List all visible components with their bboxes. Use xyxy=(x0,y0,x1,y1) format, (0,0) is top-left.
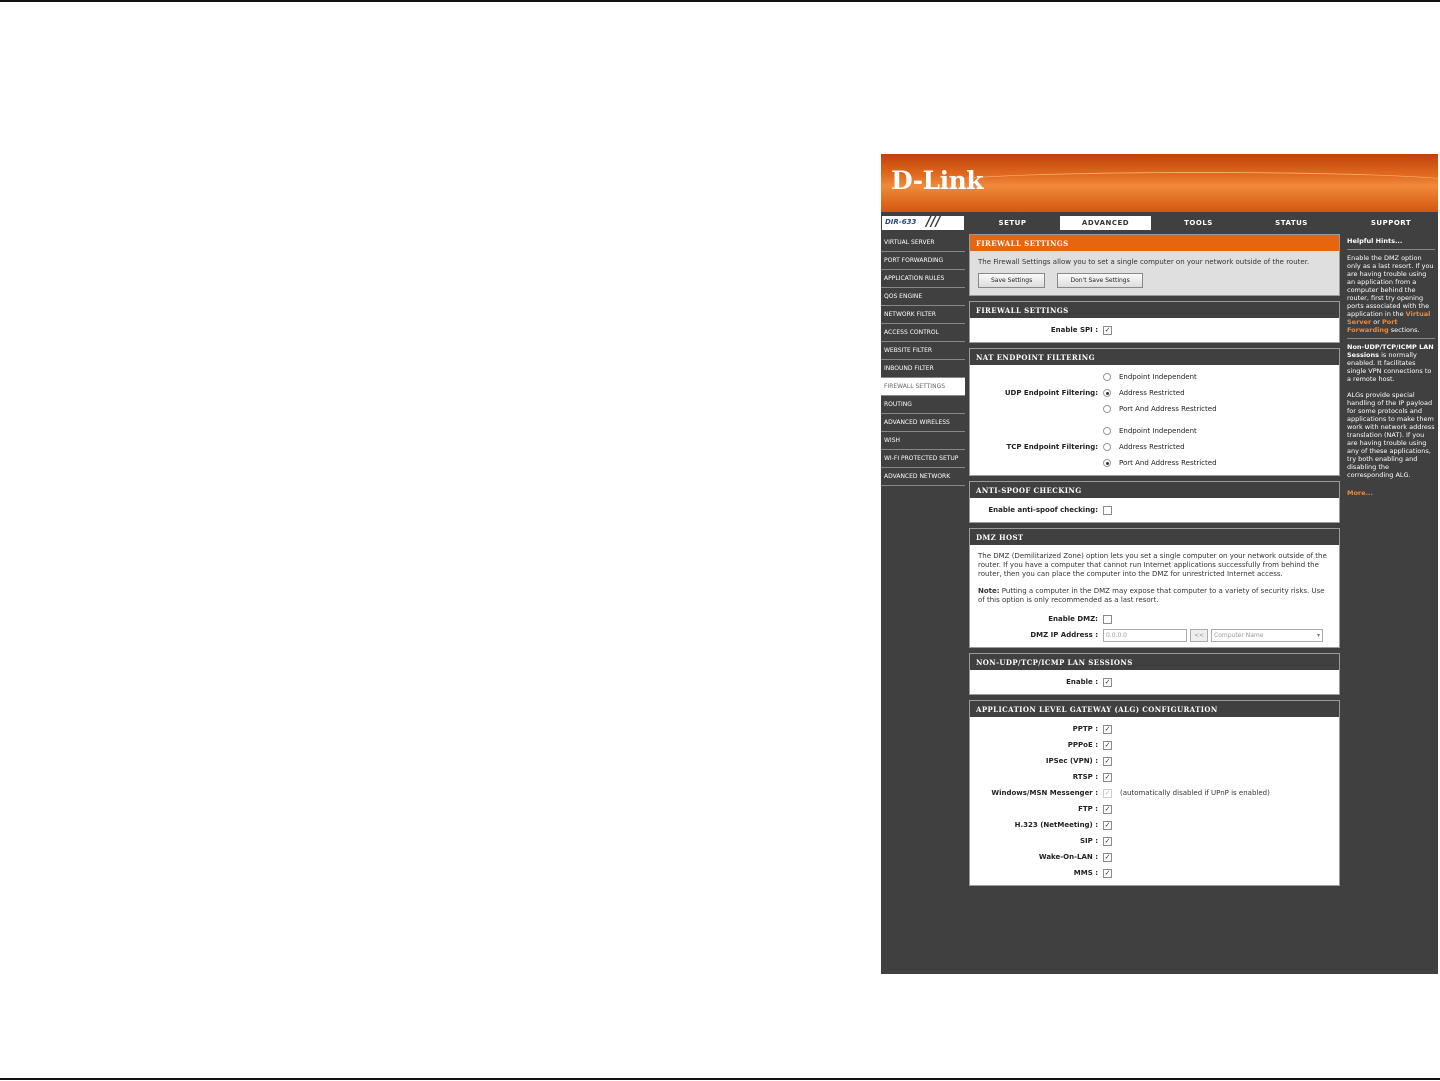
alg-label-ipsec: IPSec (VPN) : xyxy=(1045,757,1098,765)
tab-status[interactable]: STATUS xyxy=(1246,216,1337,230)
firewall-title: FIREWALL SETTINGS xyxy=(970,302,1339,318)
alg-label-sip: SIP : xyxy=(1079,837,1098,845)
alg-title: APPLICATION LEVEL GATEWAY (ALG) CONFIGURATION xyxy=(970,701,1339,717)
tab-support[interactable]: SUPPORT xyxy=(1344,216,1438,230)
main-content xyxy=(969,234,1340,891)
alg-section xyxy=(969,700,1340,886)
tcp-option-label: Endpoint Independent xyxy=(1119,427,1197,435)
sidebar-item-virtual-server[interactable]: VIRTUAL SERVER xyxy=(881,234,965,252)
help-dmz-text: Enable the DMZ option only as a last resort. If you are having trouble using an application from a computer behind the router, first try opening ports associated with the application in the xyxy=(1347,254,1434,318)
tcp-radio-port-address-restricted[interactable] xyxy=(1103,459,1111,467)
tab-tools[interactable]: TOOLS xyxy=(1153,216,1244,230)
top-rule xyxy=(0,0,1440,2)
udp-option-label: Port And Address Restricted xyxy=(1119,405,1217,413)
tab-setup[interactable]: SETUP xyxy=(967,216,1058,230)
alg-checkbox-msn[interactable]: ✓ xyxy=(1104,788,1111,797)
help-or-text: or xyxy=(1373,318,1380,326)
tcp-filter-label: TCP Endpoint Filtering: xyxy=(1006,443,1098,451)
dmz-title: DMZ HOST xyxy=(970,529,1339,545)
dmz-note-label: Note: xyxy=(978,587,1000,595)
model-badge xyxy=(882,216,964,230)
udp-option-label: Address Restricted xyxy=(1119,389,1185,397)
help-paragraph-dmz xyxy=(1347,254,1435,334)
dmz-note-text: Putting a computer in the DMZ may expose that computer to a variety of security risks. Use of this option is only recommended as a last resort. xyxy=(978,587,1325,604)
help-lan-text: is normally enabled. It facilitates single VPN connections to a remote host. xyxy=(1347,351,1432,383)
slash-icon: /// xyxy=(926,215,941,230)
dmz-enable-checkbox[interactable] xyxy=(1103,615,1112,624)
udp-radio-address-restricted[interactable] xyxy=(1103,389,1111,397)
dmz-enable-label: Enable DMZ: xyxy=(1048,615,1098,623)
alg-checkbox-mms[interactable]: ✓ xyxy=(1104,868,1111,877)
sidebar-item-port-forwarding[interactable]: PORT FORWARDING xyxy=(881,252,965,270)
sidebar-item-routing[interactable]: ROUTING xyxy=(881,396,965,414)
intro-title: FIREWALL SETTINGS xyxy=(970,235,1339,251)
lan-sessions-title: NON-UDP/TCP/ICMP LAN SESSIONS xyxy=(970,654,1339,670)
antispoof-checkbox[interactable] xyxy=(1103,506,1112,515)
help-paragraph-lan xyxy=(1347,343,1435,383)
sidebar-item-wish[interactable]: WISH xyxy=(881,432,965,450)
sidebar-item-website-filter[interactable]: WEBSITE FILTER xyxy=(881,342,965,360)
banner-decoration xyxy=(941,172,1438,193)
tcp-radio-address-restricted[interactable] xyxy=(1103,443,1111,451)
help-panel xyxy=(1344,234,1438,890)
alg-checkbox-pptp[interactable]: ✓ xyxy=(1104,724,1111,733)
alg-checkbox-wol[interactable]: ✓ xyxy=(1104,852,1111,861)
tab-advanced[interactable]: ADVANCED xyxy=(1060,216,1151,230)
antispoof-section xyxy=(969,481,1340,523)
computer-name-select[interactable] xyxy=(1211,629,1323,642)
help-paragraph-alg: ALGs provide special handling of the IP payload for some protocols and applications to make them work with network address translation (NAT). If you are having trouble using any of these applications, try both enabling and disabling the corresponding ALG. xyxy=(1347,391,1435,479)
alg-label-rtsp: RTSP : xyxy=(1072,773,1098,781)
dont-save-settings-button[interactable]: Don't Save Settings xyxy=(1057,273,1142,288)
antispoof-label: Enable anti-spoof checking: xyxy=(988,506,1098,514)
alg-label-pppoe: PPPoE : xyxy=(1067,741,1098,749)
sidebar-item-advanced-wireless[interactable]: ADVANCED WIRELESS xyxy=(881,414,965,432)
dmz-section xyxy=(969,528,1340,648)
tcp-radio-endpoint-independent[interactable] xyxy=(1103,427,1111,435)
tcp-option-label: Port And Address Restricted xyxy=(1119,459,1217,467)
router-admin-window xyxy=(881,154,1438,974)
dmz-description: The DMZ (Demilitarized Zone) option lets you set a single computer on your network outside of the router. If you have a computer that cannot run Internet applications successfully from behind the router, then you can place the computer into the DMZ for unrestricted Internet access. xyxy=(978,552,1327,578)
nat-title: NAT ENDPOINT FILTERING xyxy=(970,349,1339,365)
alg-label-mms: MMS : xyxy=(1073,869,1098,877)
help-title: Helpful Hints... xyxy=(1347,237,1403,245)
sidebar-item-firewall-settings[interactable]: FIREWALL SETTINGS xyxy=(881,378,965,396)
udp-filter-label: UDP Endpoint Filtering: xyxy=(1004,389,1098,397)
alg-checkbox-ipsec[interactable]: ✓ xyxy=(1104,756,1111,765)
computer-name-value: Computer Name xyxy=(1214,631,1264,639)
chevron-down-icon: ▾ xyxy=(1316,631,1320,639)
sidebar xyxy=(881,234,965,486)
help-more-link[interactable]: More... xyxy=(1347,489,1373,497)
udp-option-label: Endpoint Independent xyxy=(1119,373,1197,381)
intro-text: The Firewall Settings allow you to set a single computer on your network outside of the router. xyxy=(978,258,1310,266)
alg-checkbox-rtsp[interactable]: ✓ xyxy=(1104,772,1111,781)
alg-label-h323: H.323 (NetMeeting) : xyxy=(1014,821,1098,829)
antispoof-title: ANTI-SPOOF CHECKING xyxy=(970,482,1339,498)
alg-checkbox-ftp[interactable]: ✓ xyxy=(1104,804,1111,813)
alg-msn-note: (automatically disabled if UPnP is enabled) xyxy=(1120,789,1270,797)
top-nav xyxy=(881,214,1438,232)
sidebar-item-advanced-network[interactable]: ADVANCED NETWORK xyxy=(881,468,965,486)
help-sections-text: sections. xyxy=(1390,326,1420,334)
port-forwarding-link[interactable]: Port Forwarding xyxy=(1347,318,1398,334)
alg-label-ftp: FTP : xyxy=(1078,805,1098,813)
alg-checkbox-h323[interactable]: ✓ xyxy=(1104,820,1111,829)
sidebar-item-network-filter[interactable]: NETWORK FILTER xyxy=(881,306,965,324)
model-label: DIR-633 xyxy=(885,218,917,226)
help-divider xyxy=(1347,338,1435,339)
virtual-server-link[interactable]: Virtual Server xyxy=(1347,310,1431,326)
header-banner xyxy=(881,154,1438,212)
sidebar-item-access-control[interactable]: ACCESS CONTROL xyxy=(881,324,965,342)
spi-label: Enable SPI : xyxy=(1050,326,1098,334)
help-divider xyxy=(1347,249,1435,250)
lan-sessions-section xyxy=(969,653,1340,695)
nat-section xyxy=(969,348,1340,476)
lan-sessions-label: Enable : xyxy=(1066,678,1098,686)
firewall-section xyxy=(969,301,1340,343)
sidebar-item-qos-engine[interactable]: QOS ENGINE xyxy=(881,288,965,306)
sidebar-item-wifi-protected-setup[interactable]: WI-FI PROTECTED SETUP xyxy=(881,450,965,468)
alg-checkbox-sip[interactable]: ✓ xyxy=(1104,836,1111,845)
help-lan-title: Non-UDP/TCP/ICMP LAN Sessions xyxy=(1347,343,1434,359)
alg-label-pptp: PPTP : xyxy=(1072,725,1098,733)
alg-label-wol: Wake-On-LAN : xyxy=(1038,853,1098,861)
sidebar-item-application-rules[interactable]: APPLICATION RULES xyxy=(881,270,965,288)
copy-computer-button[interactable]: << xyxy=(1190,629,1208,642)
tcp-option-label: Address Restricted xyxy=(1119,443,1185,451)
dmz-ip-label: DMZ IP Address : xyxy=(1030,631,1098,639)
alg-label-msn: Windows/MSN Messenger : xyxy=(991,789,1098,797)
save-settings-button[interactable]: Save Settings xyxy=(978,273,1045,288)
udp-radio-port-address-restricted[interactable] xyxy=(1103,405,1111,413)
lan-sessions-checkbox[interactable]: ✓ xyxy=(1104,677,1111,686)
sidebar-item-inbound-filter[interactable]: INBOUND FILTER xyxy=(881,360,965,378)
spi-checkbox[interactable]: ✓ xyxy=(1104,325,1111,334)
alg-checkbox-pppoe[interactable]: ✓ xyxy=(1104,740,1111,749)
udp-radio-endpoint-independent[interactable] xyxy=(1103,373,1111,381)
dmz-ip-input[interactable]: 0.0.0.0 xyxy=(1103,629,1187,642)
intro-section xyxy=(969,234,1340,296)
bottom-rule xyxy=(0,1078,1440,1080)
dlink-logo: D-Link xyxy=(891,166,984,195)
